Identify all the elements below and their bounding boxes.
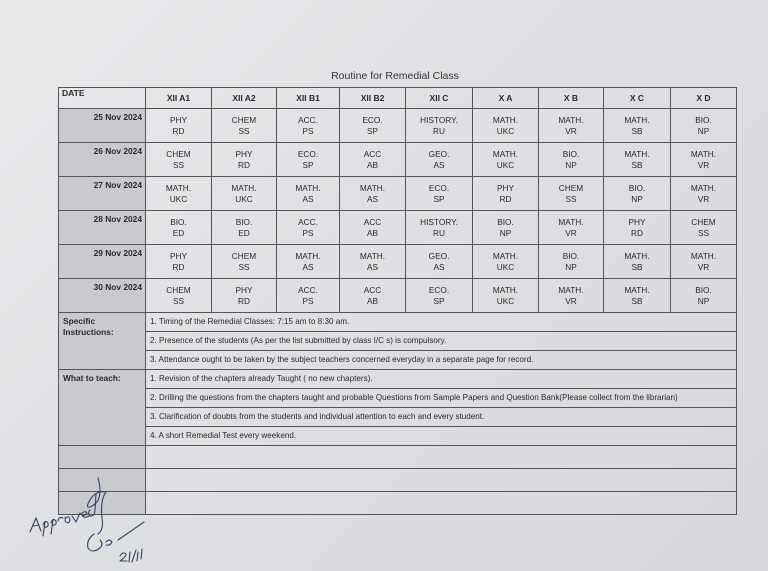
subject-label: MATH. [231,183,257,193]
subject-label: CHEM [166,149,191,159]
subject-label: MATH. [165,183,192,193]
teach-row [59,370,737,389]
subject-label: HISTORY. [420,115,458,125]
teacher-label: SB [631,295,643,306]
class-header-xii-a1: XII A1 [146,88,212,109]
teacher-label: SP [366,125,379,136]
subject-label: BIO. [695,115,712,125]
blank-cell [146,469,737,492]
teacher-label: UKC [169,193,188,204]
schedule-row [59,143,737,177]
subject-label: MATH. [624,115,650,125]
schedule-cell [671,245,737,279]
teacher-label: AS [302,193,314,204]
teacher-label: SB [631,125,643,136]
schedule-cell [146,109,212,143]
blank-label-cell [59,446,146,469]
schedule-cell [340,279,406,313]
schedule-cell [277,109,340,143]
class-header-xii-a2: XII A2 [212,88,277,109]
subject-label: MATH. [690,251,717,261]
schedule-cell [671,109,737,143]
schedule-cell [473,245,539,279]
teacher-label: NP [697,125,710,136]
subject-label: MATH. [558,217,584,227]
schedule-row [59,177,737,211]
teacher-label: VR [697,159,710,170]
teach-item: 4. A short Remedial Test every weekend. [146,427,737,446]
schedule-cell [604,279,671,313]
schedule-cell [277,279,340,313]
schedule-cell [340,143,406,177]
teacher-label: AB [366,295,379,306]
schedule-cell [671,177,737,211]
schedule-cell [340,211,406,245]
schedule-cell [340,245,406,279]
teach-row [59,408,737,427]
schedule-cell [473,143,539,177]
schedule-cell [671,211,737,245]
schedule-cell [539,177,604,211]
schedule-cell [146,279,212,313]
teacher-label: SS [697,227,710,238]
schedule-cell [146,143,212,177]
instruction-row [59,313,737,332]
teach-item: 3. Clarification of doubts from the students and individual attention to each and every student. [146,408,737,427]
subject-label: PHY [235,285,253,295]
teacher-label: PS [302,295,314,306]
subject-label: BIO. [497,217,514,227]
instruction-item: 2. Presence of the students (As per the list submitted by class I/C s) is compulsory. [146,332,737,351]
teach-item: 1. Revision of the chapters already Taught ( no new chapters). [146,370,737,389]
teacher-label: SP [433,295,445,306]
schedule-cell [473,109,539,143]
teacher-label: NP [565,159,577,170]
date-cell: 28 Nov 2024 [59,211,146,245]
blank-cell [146,446,737,469]
teacher-label: NP [697,295,710,306]
subject-label: MATH. [359,183,386,193]
remedial-routine-table [58,87,737,515]
subject-label: ACC. [298,115,318,125]
teacher-label: AS [433,159,445,170]
date-column-header: DATE [59,88,146,109]
teacher-label: SP [302,159,314,170]
teacher-label: PS [302,125,314,136]
teacher-label: ED [238,227,250,238]
subject-label: PHY [169,251,188,261]
teacher-label: UKC [235,193,253,204]
schedule-cell [146,177,212,211]
subject-label: PHY [496,183,515,193]
schedule-cell [604,177,671,211]
subject-label: MATH. [359,251,386,261]
teach-row [59,389,737,408]
schedule-cell [406,279,473,313]
subject-label: MATH. [295,251,321,261]
subject-label: HISTORY. [420,217,458,227]
schedule-cell [277,177,340,211]
subject-label: MATH. [558,285,584,295]
schedule-cell [146,245,212,279]
schedule-cell [277,245,340,279]
teacher-label: RD [238,295,250,306]
schedule-cell [473,211,539,245]
instruction-row [59,351,737,370]
teach-row [59,427,737,446]
specific-instructions-label: Specific Instructions: [59,313,146,370]
class-header-xii-c: XII C [406,88,473,109]
date-cell: 27 Nov 2024 [59,177,146,211]
instruction-item: 1. Timing of the Remedial Classes: 7:15 am to 8:30 am. [146,313,737,332]
class-header-x-d: X D [671,88,737,109]
teacher-label: UKC [496,125,515,136]
teacher-label: NP [565,261,577,272]
schedule-cell [406,109,473,143]
subject-label: MATH. [492,149,519,159]
subject-label: ACC [363,285,382,295]
teacher-label: AB [366,227,379,238]
subject-label: GEO. [428,251,450,261]
teacher-label: RD [499,193,512,204]
subject-label: ACC [363,217,382,227]
teach-item: 2. Drilling the questions from the chapters taught and probable Questions from Sample Papers and Question Bank(Please collect from the librarian) [146,389,737,408]
blank-cell [146,492,737,515]
class-header-x-a: X A [473,88,539,109]
schedule-cell [212,245,277,279]
teacher-label: PS [302,227,314,238]
teacher-label: SS [172,159,185,170]
subject-label: CHEM [166,285,191,295]
schedule-cell [277,211,340,245]
subject-label: PHY [628,217,646,227]
teacher-label: VR [697,261,710,272]
schedule-row [59,211,737,245]
subject-label: PHY [169,115,188,125]
schedule-cell [604,245,671,279]
what-to-teach-label: What to teach: [59,370,146,446]
subject-label: ECO. [297,149,319,159]
schedule-cell [539,245,604,279]
subject-label: BIO. [235,217,253,227]
teacher-label: SB [631,261,643,272]
subject-label: CHEM [231,115,257,125]
subject-label: MATH. [295,183,321,193]
schedule-cell [146,211,212,245]
schedule-cell [539,143,604,177]
subject-label: ACC. [298,217,318,227]
date-cell: 29 Nov 2024 [59,245,146,279]
date-cell: 30 Nov 2024 [59,279,146,313]
teacher-label: NP [631,193,643,204]
subject-label: GEO. [428,149,450,159]
teacher-label: SS [238,261,250,272]
teacher-label: RD [172,125,185,136]
teacher-label: VR [697,193,710,204]
class-header-xii-b2: XII B2 [340,88,406,109]
teacher-label: AB [366,159,379,170]
teacher-label: AS [366,193,379,204]
teacher-label: VR [565,227,577,238]
date-cell: 26 Nov 2024 [59,143,146,177]
teacher-label: SS [565,193,577,204]
schedule-cell [671,279,737,313]
schedule-cell [340,177,406,211]
teacher-label: AS [433,261,445,272]
teacher-label: ED [172,227,185,238]
teacher-label: AS [366,261,379,272]
subject-label: PHY [235,149,253,159]
schedule-cell [212,143,277,177]
schedule-row [59,245,737,279]
subject-label: MATH. [624,285,650,295]
subject-label: MATH. [690,183,717,193]
subject-label: ECO. [428,285,450,295]
date-cell: 25 Nov 2024 [59,109,146,143]
instruction-row [59,332,737,351]
teacher-label: NP [499,227,512,238]
subject-label: MATH. [492,285,519,295]
class-header-x-c: X C [604,88,671,109]
subject-label: MATH. [558,115,584,125]
teacher-label: UKC [496,295,515,306]
teacher-label: VR [565,125,577,136]
schedule-cell [539,109,604,143]
page-title: Routine for Remedial Class [331,70,459,82]
schedule-row [59,279,737,313]
schedule-cell [212,211,277,245]
schedule-cell [406,211,473,245]
schedule-cell [473,279,539,313]
teacher-label: AS [302,261,314,272]
subject-label: BIO. [628,183,646,193]
schedule-cell [212,177,277,211]
schedule-cell [473,177,539,211]
class-header-x-b: X B [539,88,604,109]
subject-label: CHEM [691,217,716,227]
schedule-cell [406,143,473,177]
approval-signature [26,470,166,570]
schedule-cell [539,279,604,313]
subject-label: BIO. [562,251,580,261]
schedule-cell [671,143,737,177]
teacher-label: RD [631,227,643,238]
teacher-label: SB [631,159,643,170]
header-row [59,88,737,109]
subject-label: ECO. [362,115,383,125]
schedule-cell [604,211,671,245]
teacher-label: RU [433,227,445,238]
subject-label: BIO. [562,149,580,159]
schedule-cell [277,143,340,177]
teacher-label: RD [172,261,185,272]
subject-label: BIO. [695,285,712,295]
subject-label: ACC [363,149,382,159]
schedule-cell [604,143,671,177]
schedule-cell [539,211,604,245]
instruction-item: 3. Attendance ought to be taken by the subject teachers concerned everyday in a separate page for record. [146,351,737,370]
teacher-label: SS [172,295,185,306]
schedule-row [59,109,737,143]
subject-label: ECO. [428,183,450,193]
teacher-label: UKC [496,159,515,170]
subject-label: MATH. [624,149,650,159]
teacher-label: SS [238,125,250,136]
blank-row [59,446,737,469]
subject-label: CHEM [558,183,584,193]
subject-label: MATH. [624,251,650,261]
subject-label: BIO. [170,217,187,227]
teacher-label: SP [433,193,445,204]
subject-label: CHEM [231,251,257,261]
subject-label: MATH. [690,149,717,159]
subject-label: MATH. [492,115,519,125]
schedule-cell [406,177,473,211]
teacher-label: RD [238,159,250,170]
schedule-cell [604,109,671,143]
class-header-xii-b1: XII B1 [277,88,340,109]
subject-label: MATH. [492,251,519,261]
teacher-label: UKC [496,261,515,272]
subject-label: ACC. [298,285,318,295]
schedule-cell [212,279,277,313]
schedule-cell [340,109,406,143]
teacher-label: RU [433,125,445,136]
schedule-cell [212,109,277,143]
schedule-cell [406,245,473,279]
teacher-label: VR [565,295,577,306]
